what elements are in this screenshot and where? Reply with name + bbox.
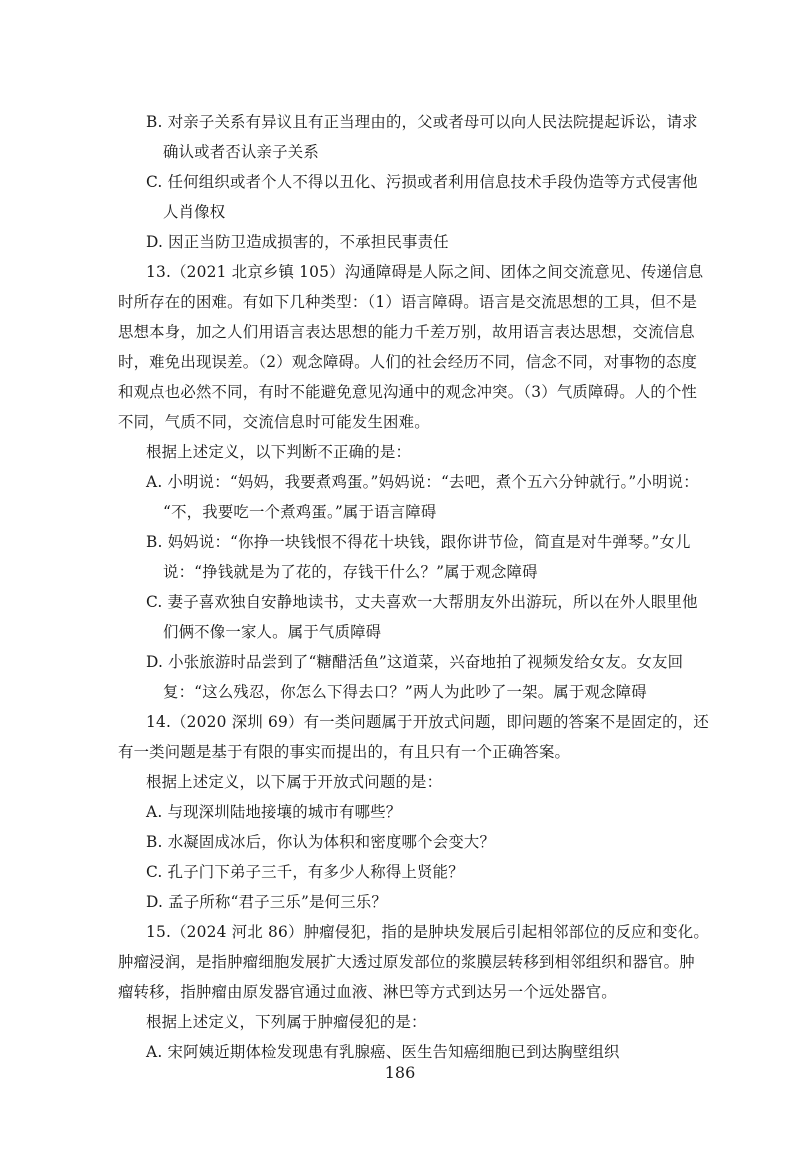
q15-text-line-3: 瘤转移，指肿瘤由原发器官通过血液、淋巴等方式到达另一个远处器官。	[118, 983, 617, 1001]
q13-text-line-4: 时，难免出现误差。（2）观念障碍。人们的社会经历不同，信念不同，对事物的态度	[118, 353, 698, 371]
q13-text-line-2: 时所存在的困难。有如下几种类型：（1）语言障碍。语言是交流思想的工具，但不是	[118, 293, 698, 311]
q13-option-b-line-1: B. 妈妈说：“你挣一块钱恨不得花十块钱，跟你讲节俭，简直是对牛弹琴。”女儿	[146, 533, 691, 551]
q13-text-line-6: 不同，气质不同，交流信息时可能发生困难。	[118, 413, 430, 431]
q15-prompt: 根据上述定义，下列属于肿瘤侵犯的是：	[146, 1013, 427, 1031]
q14-option-b: B. 水凝固成冰后，你认为体积和密度哪个会变大？	[146, 833, 496, 851]
q15-text-line-2: 肿瘤浸润，是指肿瘤细胞发展扩大透过原发部位的浆膜层转移到相邻组织和器官。肿	[118, 953, 695, 971]
q13-option-c-line-2: 们俩不像一家人。属于气质障碍	[163, 623, 382, 641]
page-number: 186	[384, 1063, 416, 1082]
q13-option-c-line-1: C. 妻子喜欢独自安静地读书，丈夫喜欢一大帮朋友外出游玩，所以在外人眼里他	[146, 593, 698, 611]
q15-option-a: A. 宋阿姨近期体检发现患有乳腺癌、医生告知癌细胞已到达胸壁组织	[146, 1043, 620, 1061]
q14-text-line-1: 14.（2020 深圳 69）有一类问题属于开放式问题，即问题的答案不是固定的，还	[146, 713, 709, 731]
q15-text-line-1: 15.（2024 河北 86）肿瘤侵犯，指的是肿块发展后引起相邻部位的反应和变化。	[146, 923, 709, 941]
q14-option-c: C. 孔子门下弟子三千，有多少人称得上贤能？	[146, 863, 464, 881]
q13-prompt: 根据上述定义，以下判断不正确的是：	[146, 443, 412, 461]
q14-prompt: 根据上述定义，以下属于开放式问题的是：	[146, 773, 443, 791]
q14-text-line-2: 有一类问题是基于有限的事实而提出的，有且只有一个正确答案。	[118, 743, 571, 761]
q13-option-b-line-2: 说：“挣钱就是为了花的，存钱干什么？”属于观念障碍	[163, 563, 538, 581]
q13-option-d-line-2: 复：“这么残忍，你怎么下得去口？”两人为此吵了一架。属于观念障碍	[163, 683, 647, 701]
q12-option-c-line-1: C. 任何组织或者个人不得以丑化、污损或者利用信息技术手段伪造等方式侵害他	[146, 173, 698, 191]
q12-option-b-line-2: 确认或者否认亲子关系	[163, 143, 319, 161]
q14-option-a: A. 与现深圳陆地接壤的城市有哪些？	[146, 803, 402, 821]
q13-option-a-line-1: A. 小明说：“妈妈，我要煮鸡蛋。”妈妈说：“去吧，煮个五六分钟就行。”小明说：	[146, 473, 699, 491]
q12-option-c-line-2: 人肖像权	[163, 203, 226, 221]
q13-option-d-line-1: D. 小张旅游时品尝到了“糖醋活鱼”这道菜，兴奋地拍了视频发给女友。女友回	[146, 653, 684, 671]
q13-option-a-line-2: “不，我要吃一个煮鸡蛋。”属于语言障碍	[163, 503, 437, 521]
q12-option-d: D. 因正当防卫造成损害的，不承担民事责任	[146, 233, 449, 251]
q13-text-line-1: 13.（2021 北京乡镇 105）沟通障碍是人际之间、团体之间交流意见、传递信息	[146, 263, 704, 281]
q13-text-line-5: 和观点也必然不同，有时不能避免意见沟通中的观念冲突。（3）气质障碍。人的个性	[118, 383, 698, 401]
q13-text-line-3: 思想本身，加之人们用语言表达思想的能力千差万别，故用语言表达思想，交流信息	[118, 323, 695, 341]
q14-option-d: D. 孟子所称“君子三乐”是何三乐？	[146, 893, 387, 911]
q12-option-b-line-1: B. 对亲子关系有异议且有正当理由的，父或者母可以向人民法院提起诉讼，请求	[146, 113, 698, 131]
